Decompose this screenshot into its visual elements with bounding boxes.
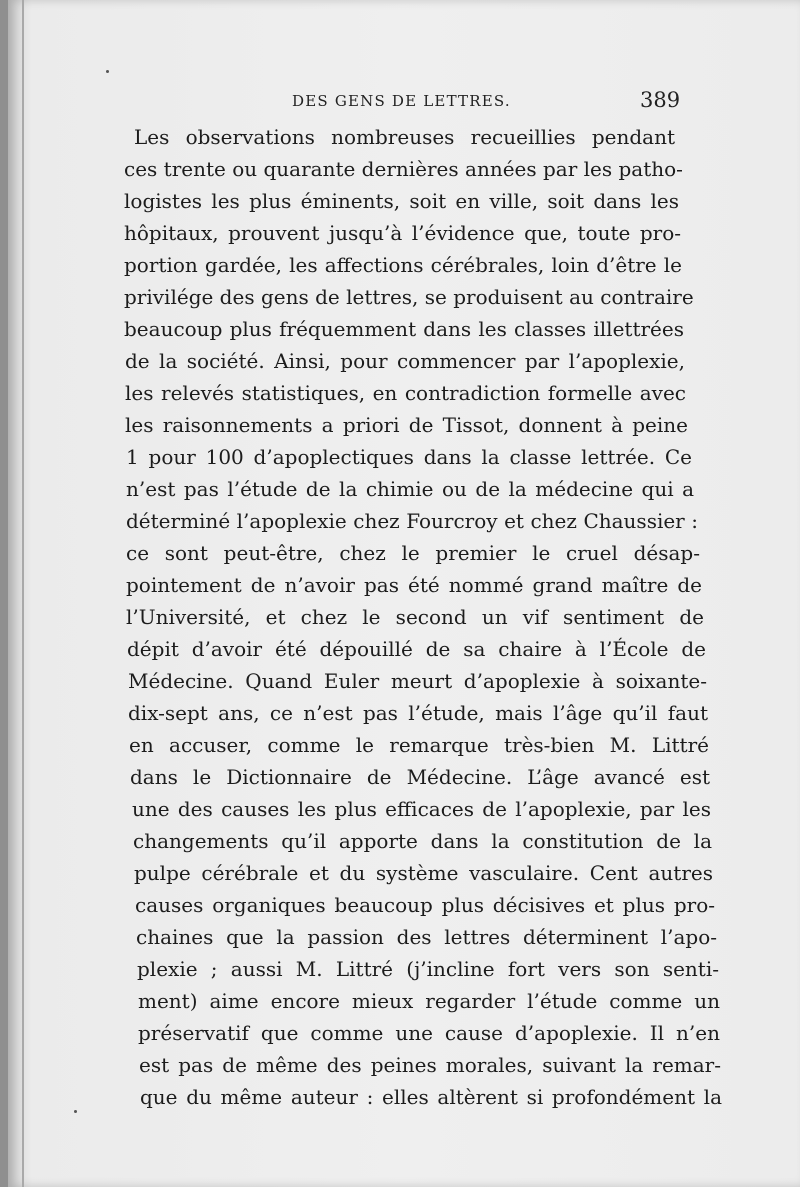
text-line: préservatif que comme une cause d’apoplexie. Il n’en [138,1021,720,1045]
text-line: plexie ; aussi M. Littré (j’incline fort vers son senti- [137,957,719,981]
page-number: 389 [640,88,681,112]
page-gutter [22,0,24,1187]
text-line: dans le Dictionnaire de Médecine. L’âge avancé est [130,765,710,789]
text-line: dix-sept ans, ce n’est pas l’étude, mais l’âge qu’il faut [128,701,708,725]
text-line: 1 pour 100 d’apoplectiques dans la classe lettrée. Ce [126,445,692,469]
text-line: n’est pas l’étude de la chimie ou de la médecine qui a [126,477,694,501]
text-line: une des causes les plus efficaces de l’apoplexie, par les [132,797,711,821]
paper-speck [74,1110,77,1113]
text-line: ce sont peut-être, chez le premier le cruel désap- [126,541,700,565]
text-line: hôpitaux, prouvent jusqu’à l’évidence que, toute pro- [124,221,681,245]
text-line: chaines que la passion des lettres déterminent l’apo- [136,925,717,949]
text-line: ment) aime encore mieux regarder l’étude comme un [138,989,720,1013]
text-line: ces trente ou quarante dernières années par les patho- [124,157,683,181]
text-line: que du même auteur : elles altèrent si profondément la [140,1085,722,1109]
text-line: l’Université, et chez le second un vif sentiment de [126,605,704,629]
text-line: les relevés statistiques, en contradiction formelle avec [125,381,686,405]
text-line: Médecine. Quand Euler meurt d’apoplexie à soixante- [128,669,707,693]
text-line: dépit d’avoir été dépouillé de sa chaire à l’École de [127,637,706,661]
text-line: logistes les plus éminents, soit en ville, soit dans les [124,189,679,213]
text-line: pointement de n’avoir pas été nommé grand maître de [126,573,702,597]
text-line: privilége des gens de lettres, se produisent au contraire [124,285,694,309]
paper-speck [106,70,109,73]
text-line: changements qu’il apporte dans la constitution de la [133,829,712,853]
text-line: Les observations nombreuses recueillies pendant [134,125,675,149]
text-line: en accuser, comme le remarque très-bien M. Littré [129,733,709,757]
book-page [8,0,800,1187]
text-line: est pas de même des peines morales, suivant la remar- [139,1053,721,1077]
running-head: DES GENS DE LETTRES. [292,92,511,110]
text-line: pulpe cérébrale et du système vasculaire. Cent autres [134,861,713,885]
text-line: les raisonnements a priori de Tissot, donnent à peine [125,413,688,437]
text-line: déterminé l’apoplexie chez Fourcroy et chez Chaussier : [126,509,698,533]
text-line: beaucoup plus fréquemment dans les classes illettrées [124,317,684,341]
text-line: causes organiques beaucoup plus décisives et plus pro- [135,893,715,917]
text-line: portion gardée, les affections cérébrales, loin d’être le [124,253,682,277]
text-line: de la société. Ainsi, pour commencer par l’apoplexie, [125,349,685,373]
